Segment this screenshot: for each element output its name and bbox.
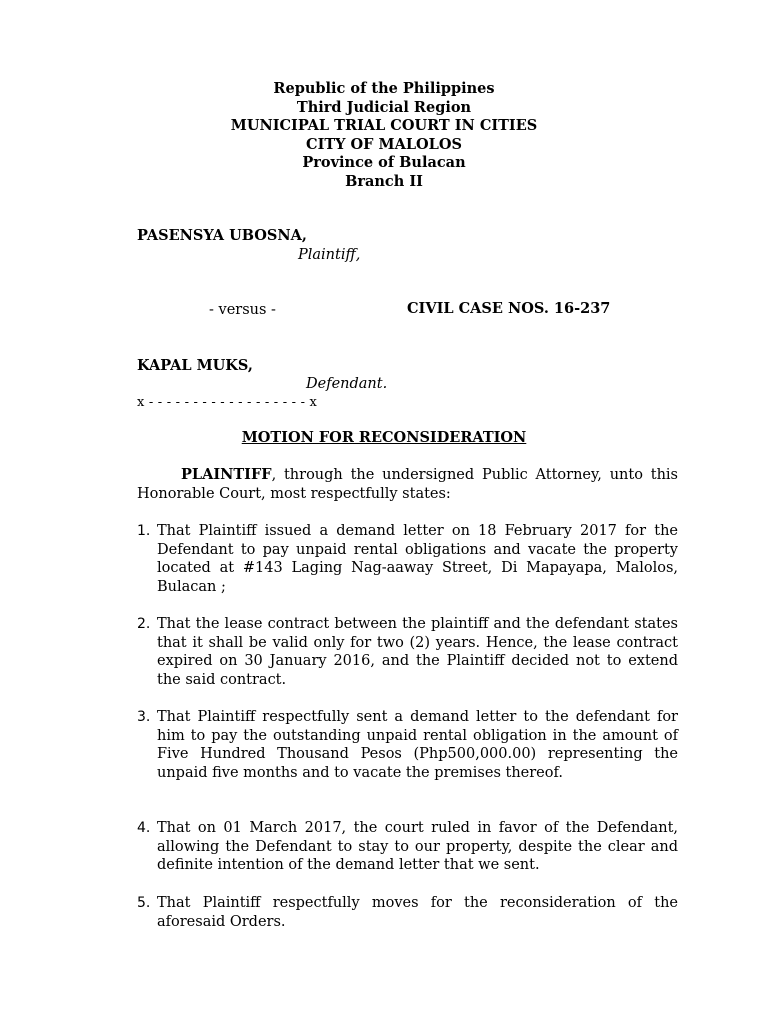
case-number-value: . 16-237 — [543, 300, 611, 317]
list-item-number: 2. — [137, 616, 151, 632]
list-item-number: 5. — [137, 895, 151, 911]
caption-line-region: Third Judicial Region — [296, 98, 472, 116]
list-item — [137, 819, 678, 875]
intro-text: , through the undersigned Public Attorney, unto this Honorable Court, most respectfully states: — [137, 467, 678, 502]
document-title: MOTION FOR RECONSIDERATION — [241, 429, 527, 446]
list-item — [137, 615, 678, 689]
caption-line-branch: Branch II — [345, 172, 423, 190]
caption-line-court: MUNICIPAL TRIAL COURT IN CITIES — [230, 117, 538, 134]
case-number — [407, 300, 610, 319]
court-caption — [0, 80, 768, 191]
list-item — [137, 894, 678, 931]
list-item-number: 1. — [137, 523, 151, 539]
defendant-name: KAPAL MUKS, — [137, 357, 253, 374]
defendant-role: Defendant. — [306, 376, 388, 392]
list-item-text: That Plaintiff respectfully moves for the reconsideration of the aforesaid Orders. — [157, 895, 678, 930]
caption-line-republic: Republic of the Philippines — [273, 80, 495, 97]
plaintiff-role: Plaintiff, — [298, 247, 361, 263]
caption-line-city: CITY OF MALOLOS — [306, 135, 462, 153]
intro-paragraph — [137, 465, 678, 504]
plaintiff-name: PASENSYA UBOSNA, — [137, 227, 307, 244]
list-item — [137, 708, 678, 782]
list-item-text: That Plaintiff respectfully sent a demand letter to the defendant for him to pay the outstanding unpaid rental obligation in the amount of Five Hundred Thousand Pesos (Php500,000.00) representing the unpaid five months and to vacate the premises thereof. — [157, 709, 678, 781]
caption-separator: x - - - - - - - - - - - - - - - - - - x — [137, 395, 318, 410]
caption-line-province: Province of Bulacan — [302, 154, 466, 171]
list-item — [137, 522, 678, 596]
list-item-text: That the lease contract between the plaintiff and the defendant states that it shall be valid only for two (2) years. Hence, the lease contract expired on 30 January 2016, and the Plaintiff decided not to extend the said contract. — [157, 616, 678, 688]
list-item-text: That on 01 March 2017, the court ruled in favor of the Defendant, allowing the Defendant to stay to our property, despite the clear and definite intention of the demand letter that we sent. — [157, 820, 678, 873]
intro-lead: PLAINTIFF — [181, 466, 272, 483]
list-item-text: That Plaintiff issued a demand letter on 18 February 2017 for the Defendant to pay unpaid rental obligations and vacate the property located at #143 Laging Nag-aaway Street, Di Mapayapa, Malolos, Bulacan ; — [157, 523, 678, 595]
list-item-number: 3. — [137, 709, 151, 725]
versus-label: - versus - — [209, 302, 276, 318]
list-item-number: 4. — [137, 820, 151, 836]
case-label: CIVIL CASE NOS — [407, 300, 544, 317]
